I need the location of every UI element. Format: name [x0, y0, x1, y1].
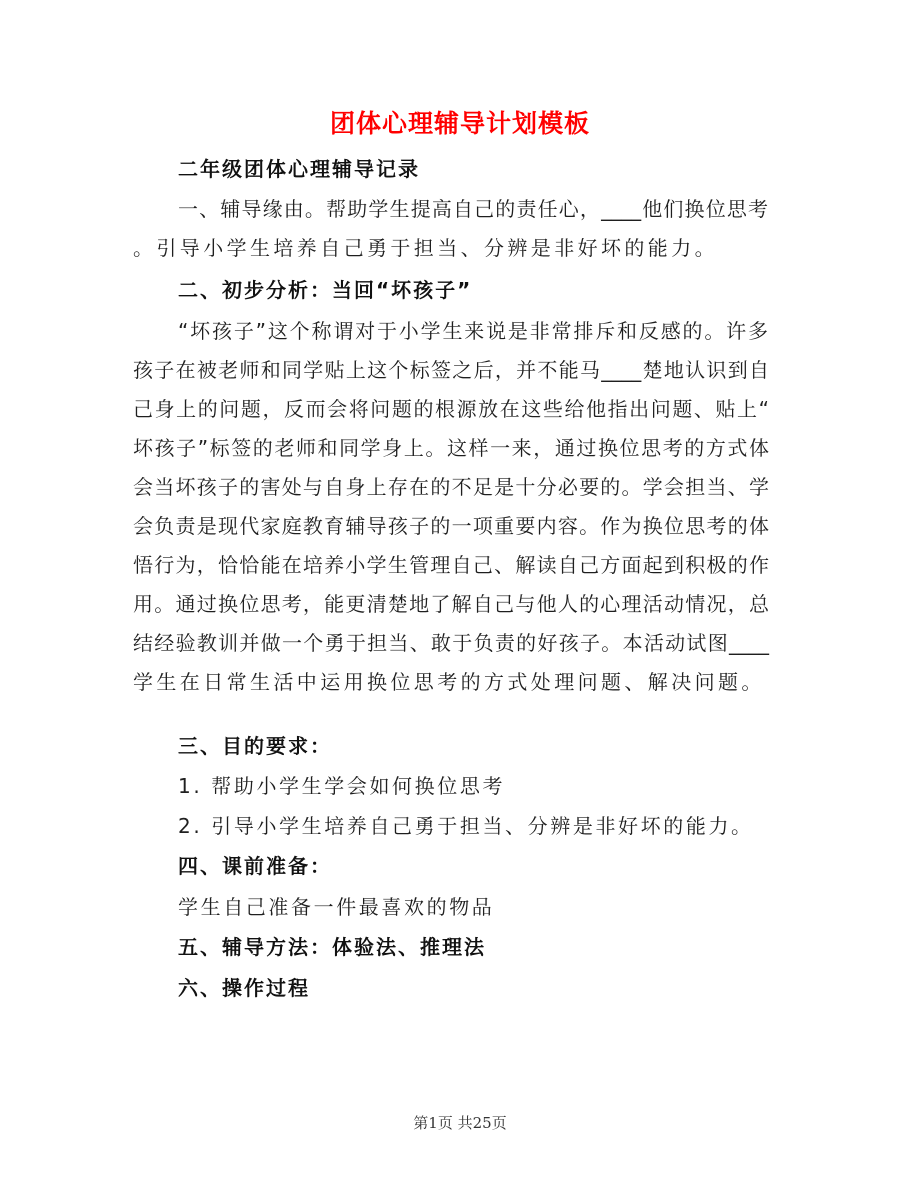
section2-line-9: 结经验教训并做一个勇于担当、敢于负责的好孩子。本活动试图____ — [133, 631, 769, 655]
section4-heading: 四、课前准备： — [178, 854, 332, 878]
section1-line-2: 。引导小学生培养自己勇于担当、分辨是非好坏的能力。 — [133, 236, 718, 260]
section6-heading: 六、操作过程 — [178, 976, 310, 1000]
section2-line-5: 会当坏孩子的害处与自身上存在的不足是十分必要的。学会担当、学 — [133, 475, 769, 499]
section3-heading: 三、目的要求： — [178, 734, 332, 758]
section2-line-4: 坏孩子”标签的老师和同学身上。这样一来，通过换位思考的方式体 — [133, 436, 769, 460]
section2-heading: 二、初步分析：当回“坏孩子” — [178, 278, 473, 302]
section3-item-2: 2. 引导小学生培养自己勇于担当、分辨是非好坏的能力。 — [178, 814, 754, 838]
section2-line-6: 会负责是现代家庭教育辅导孩子的一项重要内容。作为换位思考的体 — [133, 514, 769, 538]
section1-line-1: 一、辅导缘由。帮助学生提高自己的责任心，____他们换位思考 — [178, 197, 768, 221]
section2-line-1: “坏孩子”这个称谓对于小学生来说是非常排斥和反感的。许多 — [178, 319, 768, 343]
section2-line-2: 孩子在被老师和同学贴上这个标签之后，并不能马____楚地认识到自 — [133, 358, 769, 382]
document-title: 团体心理辅导计划模板 — [329, 109, 590, 138]
section2-line-3: 己身上的问题，反而会将问题的根源放在这些给他指出问题、贴上“ — [133, 397, 769, 421]
section2-line-8: 用。通过换位思考，能更清楚地了解自己与他人的心理活动情况，总 — [133, 592, 769, 616]
section2-line-10: 学生在日常生活中运用换位思考的方式处理问题、解决问题。 — [133, 670, 765, 694]
section2-line-7: 悟行为，恰恰能在培养小学生管理自己、解读自己方面起到积极的作 — [133, 553, 769, 577]
section4-text: 学生自己准备一件最喜欢的物品 — [178, 895, 495, 919]
page-number-footer: 第1页 共25页 — [413, 1114, 507, 1132]
section5-heading: 五、辅导方法：体验法、推理法 — [178, 935, 486, 959]
section3-item-1: 1. 帮助小学生学会如何换位思考 — [178, 774, 506, 798]
document-subtitle: 二年级团体心理辅导记录 — [178, 157, 420, 181]
